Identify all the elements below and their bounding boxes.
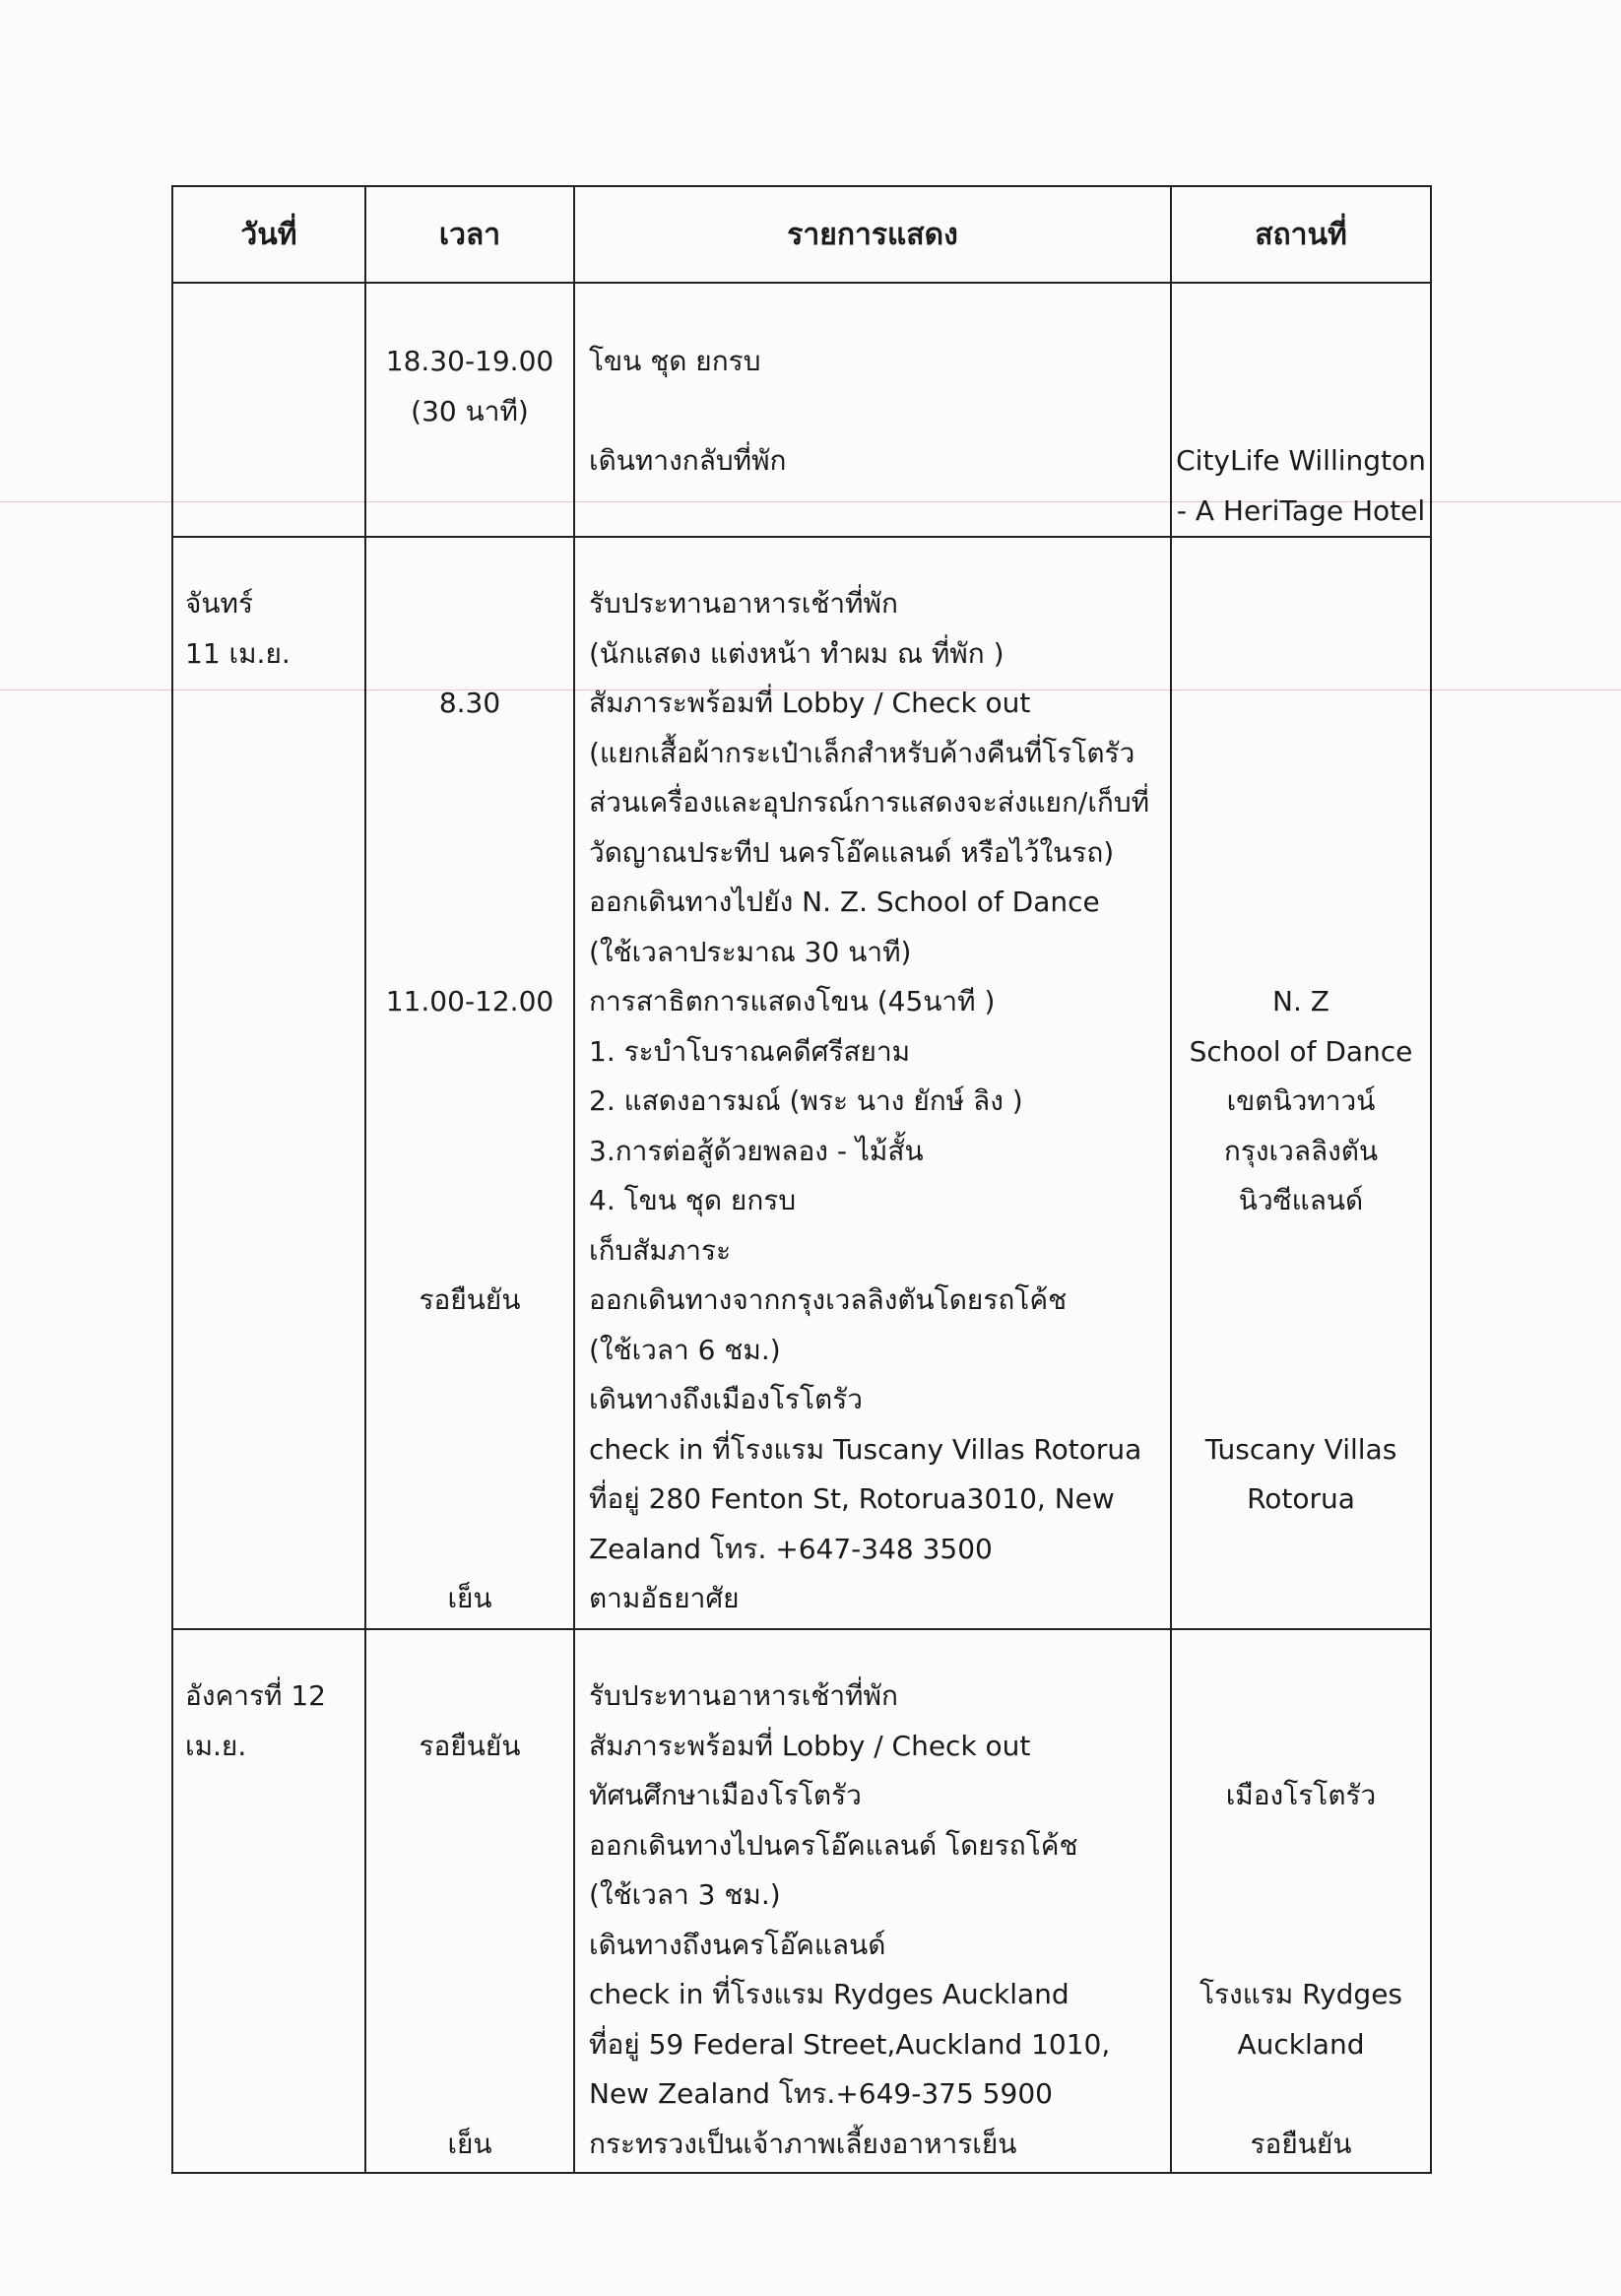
place-line xyxy=(1172,1375,1430,1425)
program-line: ทัศนศึกษาเมืองโรโตรัว xyxy=(589,1779,862,1811)
time-lines xyxy=(366,284,573,487)
time-line xyxy=(366,1127,573,1177)
program-line: ออกเดินทางไปนครโอ๊คแลนด์ โดยรถโค้ช xyxy=(589,1828,1078,1862)
place-line xyxy=(1172,1870,1430,1921)
place-line: School of Dance xyxy=(1189,1034,1413,1068)
time-line: รอยืนยัน xyxy=(419,1283,521,1316)
place-line: N. Z xyxy=(1272,985,1329,1017)
program-line: 4. โขน ชุด ยกรบ xyxy=(589,1184,797,1216)
place-line xyxy=(1172,387,1430,437)
program-line: (ใช้เวลาประมาณ 30 นาที) xyxy=(589,935,912,968)
time-line xyxy=(366,1672,573,1722)
program-line: สัมภาระพร้อมที่ Lobby / Check out xyxy=(589,687,1031,719)
place-line xyxy=(1172,579,1430,629)
program-line: check in ที่โรงแรม Rydges Auckland xyxy=(589,1978,1070,2010)
program-line: เก็บสัมภาระ xyxy=(589,1233,732,1267)
program-line: วัดญาณประทีป นครโอ๊คแลนด์ หรือไว้ในรถ) xyxy=(589,835,1115,869)
time-line xyxy=(366,1226,573,1277)
place-line: กรุงเวลลิงตัน xyxy=(1223,1134,1379,1167)
program-line: เดินทางกลับที่พัก xyxy=(589,444,787,477)
program-line: รับประทานอาหารเช้าที่พัก xyxy=(589,1679,898,1712)
time-lines xyxy=(366,1630,573,2169)
program-line xyxy=(575,387,1170,437)
time-line: เย็น xyxy=(447,2127,492,2160)
date-line: เม.ย. xyxy=(185,1729,247,1762)
time-line xyxy=(366,579,573,629)
time-line xyxy=(366,1077,573,1127)
header-place: สถานที่ xyxy=(1171,186,1431,283)
date-cell xyxy=(172,537,365,1629)
time-line xyxy=(366,1870,573,1921)
place-line: เขตนิวทาวน์ xyxy=(1226,1084,1376,1117)
date-lines xyxy=(173,1630,364,1771)
place-line xyxy=(1172,629,1430,680)
program-line: ที่อยู่ 59 Federal Street,Auckland 1010, xyxy=(589,2027,1111,2061)
place-cell xyxy=(1171,537,1431,1629)
date-lines xyxy=(173,284,364,436)
time-line xyxy=(366,1970,573,2020)
place-line: - A HeriTage Hotel xyxy=(1176,493,1426,527)
time-line: 11.00-12.00 xyxy=(385,985,554,1017)
time-line xyxy=(366,1027,573,1078)
time-line xyxy=(366,1176,573,1226)
place-line: เมืองโรโตรัว xyxy=(1225,1779,1377,1811)
time-line xyxy=(366,729,573,779)
date-line: จันทร์ xyxy=(185,587,254,620)
time-cell xyxy=(365,1629,574,2173)
time-line xyxy=(366,1475,573,1525)
program-line: (ใช้เวลา 3 ชม.) xyxy=(589,1878,781,1911)
time-line: รอยืนยัน xyxy=(419,1729,521,1762)
place-line xyxy=(1172,729,1430,779)
program-line: สัมภาระพร้อมที่ Lobby / Check out xyxy=(589,1729,1031,1762)
place-line: CityLife Willington xyxy=(1176,444,1426,477)
place-cell xyxy=(1171,283,1431,537)
program-line: (แยกเสื้อผ้ากระเป๋าเล็กสำหรับค้างคืนที่โรโตรัว xyxy=(589,736,1135,769)
date-line xyxy=(173,337,364,387)
time-line xyxy=(366,1525,573,1575)
program-line: Zealand โทร. +647-348 3500 xyxy=(589,1532,993,1565)
time-line xyxy=(366,1425,573,1476)
time-cell xyxy=(365,283,574,537)
place-line xyxy=(1172,1226,1430,1277)
time-line xyxy=(366,1821,573,1871)
header-row xyxy=(172,186,1431,283)
program-line: 3.การต่อสู้ด้วยพลอง - ไม้สั้น xyxy=(589,1134,924,1167)
time-lines xyxy=(366,538,573,1624)
place-line xyxy=(1172,828,1430,879)
time-line: (30 นาที) xyxy=(411,394,529,427)
time-line: เย็น xyxy=(447,1582,492,1614)
date-line: อังคารที่ 12 xyxy=(185,1679,326,1712)
time-line xyxy=(366,1375,573,1425)
place-line: Auckland xyxy=(1237,2027,1365,2061)
time-line xyxy=(366,878,573,928)
place-line xyxy=(1172,1672,1430,1722)
program-lines xyxy=(575,1630,1170,2169)
place-line xyxy=(1172,1921,1430,1971)
time-line xyxy=(366,2020,573,2070)
time-line: 8.30 xyxy=(438,687,501,719)
program-line: (ใช้เวลา 6 ชม.) xyxy=(589,1333,781,1366)
program-line: New Zealand โทร.+649-375 5900 xyxy=(589,2077,1053,2110)
date-cell xyxy=(172,283,365,537)
time-line xyxy=(366,2069,573,2120)
place-line xyxy=(1172,778,1430,828)
program-line: 1. ระบำโบราณคดีศรีสยาม xyxy=(589,1034,911,1068)
program-line: ออกเดินทางจากกรุงเวลลิงตันโดยรถโค้ช xyxy=(589,1283,1068,1316)
place-line xyxy=(1172,1326,1430,1376)
program-line: ส่วนเครื่องและอุปกรณ์การแสดงจะส่งแยก/เก็บที่ xyxy=(589,786,1150,819)
program-line: กระทรวงเป็นเจ้าภาพเลี้ยงอาหารเย็น xyxy=(589,2127,1017,2160)
program-lines xyxy=(575,284,1170,487)
program-cell xyxy=(574,1629,1171,2173)
place-line: Rotorua xyxy=(1247,1482,1355,1515)
place-line xyxy=(1172,878,1430,928)
program-line: รับประทานอาหารเช้าที่พัก xyxy=(589,587,898,620)
place-line: นิวซีแลนด์ xyxy=(1238,1184,1364,1216)
date-lines xyxy=(173,538,364,679)
program-line: (นักแสดง แต่งหน้า ทำผม ณ ที่พัก ) xyxy=(589,636,1005,670)
time-line xyxy=(366,928,573,978)
place-lines xyxy=(1172,1630,1430,2169)
header-date: วันที่ xyxy=(172,186,365,283)
time-line: 18.30-19.00 xyxy=(385,345,554,377)
program-line: โขน ชุด ยกรบ xyxy=(589,345,761,377)
program-cell xyxy=(574,283,1171,537)
program-line: ที่อยู่ 280 Fenton St, Rotorua3010, New xyxy=(589,1482,1115,1515)
place-line: โรงแรม Rydges xyxy=(1199,1978,1403,2010)
time-line xyxy=(366,436,573,487)
place-line xyxy=(1172,2069,1430,2120)
place-line xyxy=(1172,337,1430,387)
time-line xyxy=(366,1921,573,1971)
place-line xyxy=(1172,1821,1430,1871)
program-lines xyxy=(575,538,1170,1624)
place-line xyxy=(1172,928,1430,978)
place-line: รอยืนยัน xyxy=(1250,2127,1352,2160)
date-cell xyxy=(172,1629,365,2173)
time-line xyxy=(366,629,573,680)
time-line xyxy=(366,1771,573,1821)
place-cell xyxy=(1171,1629,1431,2173)
schedule-row xyxy=(172,537,1431,1629)
program-line: check in ที่โรงแรม Tuscany Villas Rotorua xyxy=(589,1432,1142,1466)
program-line: การสาธิตการแสดงโขน (45นาที ) xyxy=(589,985,996,1017)
place-lines xyxy=(1172,538,1430,1525)
program-line: 2. แสดงอารมณ์ (พระ นาง ยักษ์ ลิง ) xyxy=(589,1084,1023,1117)
schedule-row xyxy=(172,283,1431,537)
place-line: Tuscany Villas xyxy=(1204,1432,1397,1466)
time-cell xyxy=(365,537,574,1629)
schedule-row xyxy=(172,1629,1431,2173)
place-line xyxy=(1172,1722,1430,1772)
place-line xyxy=(1172,1276,1430,1326)
header-program: รายการแสดง xyxy=(574,186,1171,283)
date-line: 11 เม.ย. xyxy=(185,636,291,670)
place-line xyxy=(1172,679,1430,729)
program-line: ตามอัธยาศัย xyxy=(589,1582,740,1614)
date-line xyxy=(173,387,364,437)
place-lines xyxy=(1172,284,1430,536)
schedule-table xyxy=(171,185,1432,2174)
time-line xyxy=(366,1326,573,1376)
program-line: เดินทางถึงเมืองโรโตรัว xyxy=(589,1383,863,1415)
time-line xyxy=(366,828,573,879)
program-cell xyxy=(574,537,1171,1629)
time-line xyxy=(366,778,573,828)
header-time: เวลา xyxy=(365,186,574,283)
program-line: ออกเดินทางไปยัง N. Z. School of Dance xyxy=(589,886,1100,918)
program-line: เดินทางถึงนครโอ๊คแลนด์ xyxy=(589,1928,886,1961)
